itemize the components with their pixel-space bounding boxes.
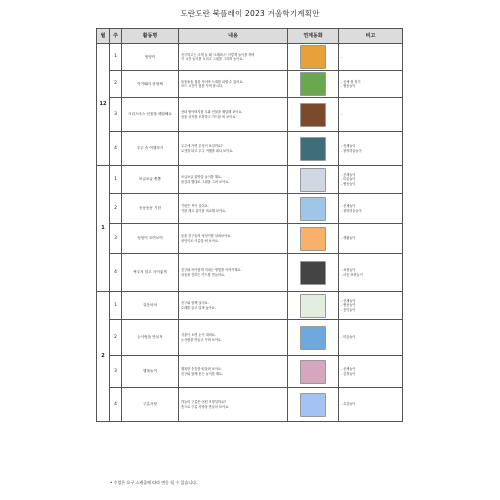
activity-cell: 걸음마차: [122, 292, 179, 320]
header-month: 월: [97, 29, 110, 44]
note-cell: - 신체놀이 - 창의미술놀이: [339, 194, 403, 224]
note-cell: -: [339, 44, 403, 71]
header-week: 주: [110, 29, 122, 44]
note-cell: - 생활놀이: [339, 224, 403, 254]
book-cover-icon: [300, 227, 326, 251]
page-title: 도란도란 북플레이 2023 겨울학기계획안: [180, 9, 320, 18]
book-cover-icon: [300, 103, 326, 127]
book-cover-icon: [300, 393, 326, 417]
book-cover-icon: [300, 168, 326, 192]
header-content: 내용: [179, 29, 288, 44]
content-cell: 하늘의 구름은 어떤 모양일까요? 솜으로 구름 사탕을 만들어 보아요.: [179, 388, 288, 422]
content-cell: 친구와 함께 걸어요. 수레를 끌고 밀며 놀아요.: [179, 292, 288, 320]
week-cell: 4: [110, 254, 122, 292]
note-cell: - 신체놀이 - 감정놀이: [339, 356, 403, 388]
book-cell: [288, 292, 339, 320]
book-cell: [288, 44, 339, 71]
content-cell: 친구와 사이좋게 지내는 방법을 이야기해요. 마음을 전하는 카드를 만들어요.: [179, 254, 288, 292]
activity-cell: 크리스마스 선물을 배달해요: [122, 98, 179, 132]
book-cell: [288, 356, 339, 388]
book-cell: [288, 98, 339, 132]
activity-cell: 눈사람을 만들자: [122, 320, 179, 356]
activity-cell: 동동동동 기린: [122, 194, 179, 224]
book-cover-icon: [300, 137, 326, 161]
header-row: [97, 29, 403, 44]
month-cell: 2: [97, 292, 110, 422]
note-cell: - 신체 집 짓기 - 협동놀이: [339, 71, 403, 98]
activity-cell: 행복놀이: [122, 356, 179, 388]
content-cell: 행복한 순간을 떠올려 보아요. 친구와 함께 웃는 놀이를 해요.: [179, 356, 288, 388]
header-activity: 활동명: [122, 29, 179, 44]
book-cell: [288, 224, 339, 254]
book-cover-icon: [300, 261, 326, 285]
table-row: [97, 320, 403, 356]
week-cell: 2: [110, 320, 122, 356]
table-row: [97, 132, 403, 166]
note-cell: - 촉감놀이: [339, 388, 403, 422]
plan-table: [96, 28, 403, 422]
week-cell: 1: [110, 166, 122, 194]
header-book: 연계동화: [288, 29, 339, 44]
book-cover-icon: [300, 197, 326, 221]
book-cover-icon: [300, 294, 326, 318]
note-cell: - 신체놀이 - 협동놀이 - 음악놀이: [339, 292, 403, 320]
content-cell: 겨울이 오면 눈이 내려요. 눈사람을 만들고 꾸며 보아요.: [179, 320, 288, 356]
content-cell: 친구하고는 크게 놀 때 '크레파스' 이렇게 놀이를 하며 이 시간 놀이를 오리고 그림을 그리며 놀아요.: [179, 44, 288, 71]
content-cell: 산타 할아버지를 도와 선물을 배달해 보아요. 선물 상자를 포장하고 카드를 써 보아요.: [179, 98, 288, 132]
footnote: • 수업은 요구 스케줄에 따라 변동 될 수 있습니다.: [110, 480, 198, 485]
table-row: [97, 71, 403, 98]
activity-cell: 우주 속 여행하기: [122, 132, 179, 166]
activity-cell: 구름사탕: [122, 388, 179, 422]
content-cell: 기린은 목이 길어요. 키를 재고 길이를 비교해 보아요.: [179, 194, 288, 224]
book-cover-icon: [300, 360, 326, 384]
activity-cell: 멍멍이: [122, 44, 179, 71]
content-cell: 돌돌돌돌 집을 지어야 늑대를 피할 수 있어요. 보드 시간이 집을 꾸며 봅시다.: [179, 71, 288, 98]
table-row: [97, 44, 403, 71]
table-row: [97, 194, 403, 224]
note-cell: - 미술놀이: [339, 320, 403, 356]
note-cell: - 표정놀이 - 마음 표현놀이: [339, 254, 403, 292]
week-cell: 3: [110, 224, 122, 254]
book-cell: [288, 71, 339, 98]
book-cell: [288, 320, 339, 356]
book-cell: [288, 166, 339, 194]
note-cell: -: [339, 98, 403, 132]
table-row: [97, 388, 403, 422]
content-cell: 우주에 가면 무엇이 보일까요? 로켓을 타고 우주 여행을 떠나 보아요.: [179, 132, 288, 166]
book-cover-icon: [300, 72, 326, 96]
book-cell: [288, 132, 339, 166]
week-cell: 2: [110, 71, 122, 98]
book-cover-icon: [300, 326, 326, 350]
week-cell: 2: [110, 194, 122, 224]
week-cell: 3: [110, 356, 122, 388]
book-cell: [288, 194, 339, 224]
table-row: [97, 292, 403, 320]
note-cell: - 신체놀이 - 미술놀이 - 협동놀이: [339, 166, 403, 194]
table-row: [97, 98, 403, 132]
table-row: [97, 254, 403, 292]
table-row: [97, 224, 403, 254]
content-cell: 동물 친구들의 엉덩이를 살펴보아요. 엉덩이로 이름을 써 보아요.: [179, 224, 288, 254]
activity-cell: 싸우지 말고 사이좋게: [122, 254, 179, 292]
note-cell: - 신체놀이 - 창의미술놀이: [339, 132, 403, 166]
week-cell: 4: [110, 388, 122, 422]
activity-cell: 아기돼지 삼형제: [122, 71, 179, 98]
book-cell: [288, 388, 339, 422]
table-row: [97, 166, 403, 194]
book-cover-icon: [300, 45, 326, 69]
week-cell: 4: [110, 132, 122, 166]
activity-cell: 보글보글 쫄쫄: [122, 166, 179, 194]
month-cell: 12: [97, 44, 110, 166]
week-cell: 1: [110, 292, 122, 320]
week-cell: 3: [110, 98, 122, 132]
month-cell: 1: [97, 166, 110, 292]
content-cell: 보글보글 물방울 놀이를 해요. 물감과 빨대로 그림을 그려 보아요.: [179, 166, 288, 194]
table-row: [97, 356, 403, 388]
book-cell: [288, 254, 339, 292]
header-note: 비고: [339, 29, 403, 44]
week-cell: 1: [110, 44, 122, 71]
activity-cell: 엉덩이 모여모여: [122, 224, 179, 254]
